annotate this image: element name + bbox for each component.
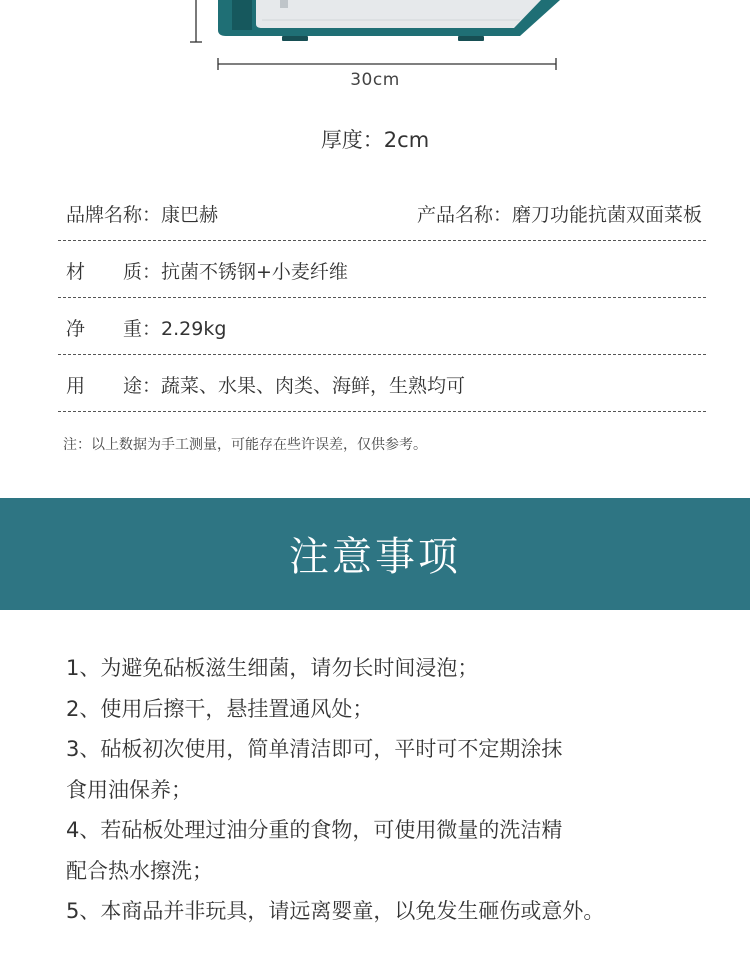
board-surface [256, 0, 541, 28]
notice-item: 3、砧板初次使用，简单清洁即可，平时可不定期涂抹 [66, 737, 563, 761]
notice-item-continuation: 食用油保养； [66, 777, 192, 802]
product-name-value: 磨刀功能抗菌双面菜板 [511, 204, 702, 226]
measurement-note: 注：以上数据为手工测量，可能存在些许误差，仅供参考。 [63, 437, 427, 453]
notice-item: 2、使用后擦干，悬挂置通风处； [66, 696, 374, 721]
banner-title: 注意事项 [289, 534, 461, 580]
spec-table [58, 184, 706, 412]
spec-row-material [58, 241, 706, 298]
material-label: 材 质： [66, 261, 162, 283]
thickness-label: 厚度：2cm [320, 128, 430, 152]
notice-banner [0, 498, 750, 610]
width-label: 30cm [350, 70, 400, 90]
product-name-label: 产品名称： [416, 204, 512, 226]
spec-row-weight [58, 298, 706, 355]
weight-label: 净 重： [66, 318, 162, 340]
weight-value: 2.29kg [161, 318, 227, 340]
material-value: 抗菌不锈钢+小麦纤维 [161, 261, 348, 283]
notice-item-continuation: 配合热水擦洗； [66, 858, 213, 883]
notice-item: 5、本商品并非玩具，请远离婴童，以免发生砸伤或意外。 [66, 899, 605, 923]
notice-item: 4、若砧板处理过油分重的食物，可使用微量的洗洁精 [66, 818, 563, 842]
spec-row-usage [58, 355, 706, 412]
spec-row-brand [58, 184, 706, 241]
board-foot-left [282, 36, 308, 41]
brand-label: 品牌名称： [66, 204, 162, 226]
notice-item: 1、为避免砧板滋生细菌，请勿长时间浸泡； [66, 656, 479, 680]
board-foot-right [458, 36, 484, 41]
notice-list [66, 648, 706, 932]
usage-value: 蔬菜、水果、肉类、海鲜，生熟均可 [161, 375, 466, 397]
board-handle [232, 0, 252, 30]
cutting-board-illustration [0, 0, 750, 110]
usage-label: 用 途： [66, 375, 162, 397]
brand-value: 康巴赫 [161, 204, 219, 226]
